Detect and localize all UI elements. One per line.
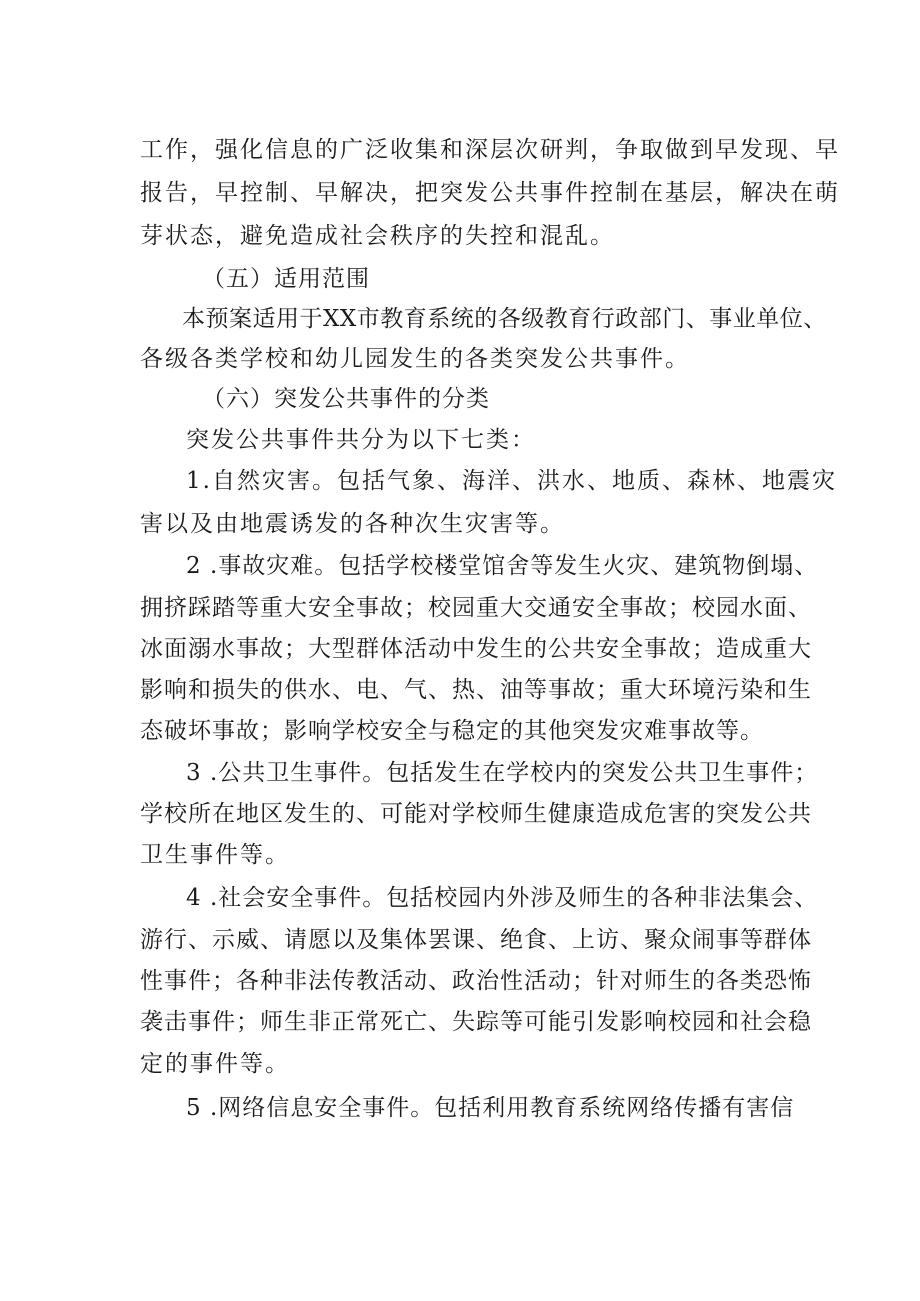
- body-line: 性事件；各种非法传教活动、政治性活动；针对师生的各类恐怖: [140, 968, 812, 994]
- body-line: 芽状态，避免造成社会秩序的失控和混乱。: [140, 223, 615, 249]
- body-line: 学校所在地区发生的、可能对学校师生健康造成危害的突发公共: [140, 801, 812, 827]
- body-line: 工作，强化信息的广泛收集和深层次研判，争取做到早发现、早: [140, 137, 840, 163]
- body-line: 本预案适用于XX市教育系统的各级教育行政部门、事业单位、: [182, 306, 827, 332]
- list-item-line: 3 .公共卫生事件。包括发生在学校内的突发公共卫生事件；: [186, 760, 819, 786]
- body-line: 冰面溺水事故；大型群体活动中发生的公共安全事故；造成重大: [140, 636, 812, 662]
- body-line: 各级各类学校和幼儿园发生的各类突发公共事件。: [140, 346, 690, 372]
- body-line: 定的事件等。: [140, 1051, 290, 1077]
- body-line: 影响和损失的供水、电、气、热、油等事故；重大环境污染和生: [140, 677, 812, 703]
- body-line: 突发公共事件共分为以下七类：: [186, 427, 536, 453]
- list-item-line: 4 .社会安全事件。包括校园内外涉及师生的各种非法集会、: [186, 885, 819, 911]
- body-line: 游行、示威、请愿以及集体罢课、绝食、上访、聚众闹事等群体: [140, 927, 812, 953]
- body-line: 态破坏事故；影响学校安全与稳定的其他突发灾难事故等。: [140, 718, 764, 744]
- list-item-line: 1.自然灾害。包括气象、海洋、洪水、地质、森林、地震灾: [186, 468, 837, 494]
- body-line: 拥挤踩踏等重大安全事故；校园重大交通安全事故；校园水面、: [140, 595, 812, 621]
- section-heading: （五）适用范围: [202, 266, 370, 292]
- body-line: 害以及由地震诱发的各种次生灾害等。: [140, 511, 565, 537]
- list-item-line: 5 .网络信息安全事件。包括利用教育系统网络传播有害信: [186, 1095, 795, 1121]
- body-line: 报告，早控制、早解决，把突发公共事件控制在基层，解决在萌: [140, 180, 840, 206]
- section-heading: （六）突发公共事件的分类: [202, 386, 490, 412]
- body-line: 卫生事件等。: [140, 842, 290, 868]
- list-item-line: 2 .事故灾难。包括学校楼堂馆舍等发生火灾、建筑物倒塌、: [186, 553, 819, 579]
- body-line: 袭击事件；师生非正常死亡、失踪等可能引发影响校园和社会稳: [140, 1009, 812, 1035]
